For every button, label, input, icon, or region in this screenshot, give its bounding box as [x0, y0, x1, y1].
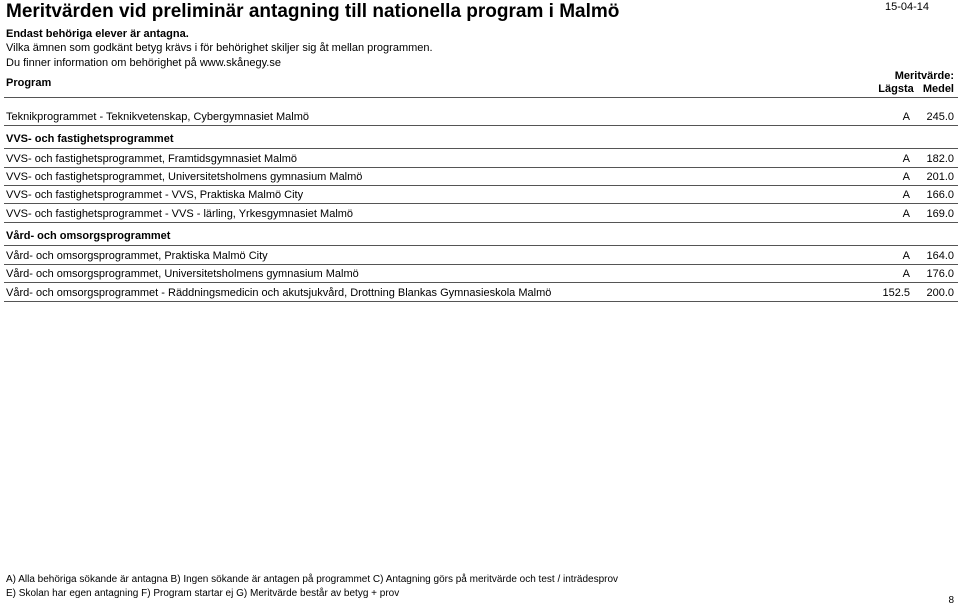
- table-row: [6, 267, 954, 281]
- lowest-value: A: [902, 250, 910, 262]
- mean-value: 200.0: [926, 287, 954, 299]
- row-divider: [4, 148, 958, 149]
- table-row: [6, 170, 954, 184]
- intro-line-3: Du finner information om behörighet på www.skånegy.se: [6, 57, 281, 69]
- lowest-value: A: [902, 268, 910, 280]
- program-name: VVS- och fastighetsprogrammet - VVS - lärling, Yrkesgymnasiet Malmö: [6, 208, 354, 220]
- lowest-value: A: [902, 153, 910, 165]
- row-divider: [4, 222, 958, 223]
- program-column-header: Program: [6, 77, 52, 89]
- row-divider: [4, 264, 958, 265]
- group-heading-vard: Vård- och omsorgsprogrammet: [6, 230, 171, 242]
- table-row: [6, 110, 954, 124]
- group-heading-vvs: VVS- och fastighetsprogrammet: [6, 133, 174, 145]
- row-divider: [4, 282, 958, 283]
- program-name: Vård- och omsorgsprogrammet - Räddningsmedicin och akutsjukvård, Drottning Blankas Gymnasieskola Malmö: [6, 287, 552, 299]
- program-name: Vård- och omsorgsprogrammet, Praktiska Malmö City: [6, 250, 268, 262]
- intro-line-1: Endast behöriga elever är antagna.: [6, 28, 189, 40]
- page-number: 8: [948, 595, 954, 606]
- row-divider: [4, 167, 958, 168]
- lowest-value: A: [902, 208, 910, 220]
- mean-value: 201.0: [926, 171, 954, 183]
- row-divider: [4, 185, 958, 186]
- table-row: [6, 207, 954, 221]
- mean-value: 245.0: [926, 111, 954, 123]
- program-name: Teknikprogrammet - Teknikvetenskap, Cybergymnasiet Malmö: [6, 111, 310, 123]
- mean-value: 169.0: [926, 208, 954, 220]
- program-name: Vård- och omsorgsprogrammet, Universitetsholmens gymnasium Malmö: [6, 268, 359, 280]
- row-divider: [4, 245, 958, 246]
- mean-value: 166.0: [926, 189, 954, 201]
- lowest-value: 152.5: [882, 287, 910, 299]
- lowest-value: A: [902, 171, 910, 183]
- merit-column-header: [878, 70, 954, 96]
- program-name: VVS- och fastighetsprogrammet, Universitetsholmens gymnasium Malmö: [6, 171, 363, 183]
- row-divider: [4, 125, 958, 126]
- lowest-value: A: [902, 189, 910, 201]
- footer-legend-line-2: E) Skolan har egen antagning F) Program startar ej G) Meritvärde består av betyg + prov: [6, 588, 400, 599]
- merit-subheaders: [878, 83, 954, 96]
- header-divider: [4, 97, 958, 98]
- mean-value: 176.0: [926, 268, 954, 280]
- footer-legend-line-1: A) Alla behöriga sökande är antagna B) Ingen sökande är antagen på programmet C) Antagning görs på meritvärde och test / inträdesprov: [6, 574, 619, 585]
- program-name: VVS- och fastighetsprogrammet, Framtidsgymnasiet Malmö: [6, 153, 297, 165]
- merit-label: Meritvärde:: [894, 70, 954, 82]
- report-date: 15-04-14: [884, 1, 929, 13]
- mean-value: 182.0: [926, 153, 954, 165]
- table-row: [6, 152, 954, 166]
- mean-column-header: Medel: [922, 83, 954, 95]
- page-title: Meritvärden vid preliminär antagning till nationella program i Malmö: [6, 1, 620, 22]
- program-name: VVS- och fastighetsprogrammet - VVS, Praktiska Malmö City: [6, 189, 304, 201]
- mean-value: 164.0: [926, 250, 954, 262]
- row-divider: [4, 301, 958, 302]
- intro-line-2: Vilka ämnen som godkänt betyg krävs i för behörighet skiljer sig åt mellan programmen.: [6, 42, 433, 54]
- row-divider: [4, 203, 958, 204]
- lowest-value: A: [902, 111, 910, 123]
- table-row: [6, 286, 954, 300]
- table-row: [6, 188, 954, 202]
- table-row: [6, 249, 954, 263]
- lowest-column-header: Lägsta: [878, 83, 914, 95]
